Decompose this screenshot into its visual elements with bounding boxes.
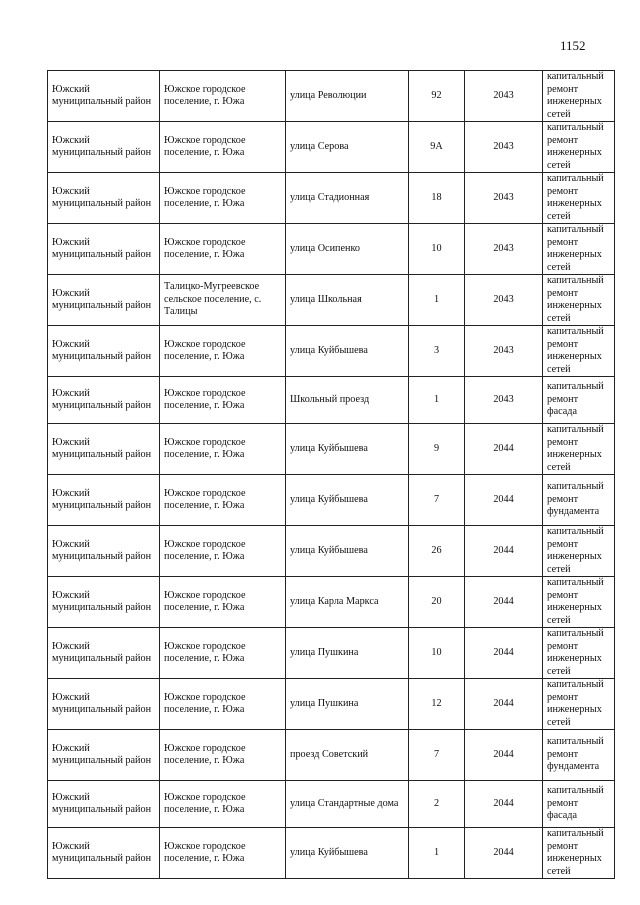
year-cell: 2043	[465, 224, 543, 275]
district-cell: Южский муниципальный район	[48, 224, 160, 275]
table-row	[48, 526, 615, 577]
year-cell: 2043	[465, 122, 543, 173]
house-number-cell: 9	[409, 424, 465, 475]
year-cell: 2044	[465, 679, 543, 730]
year-cell: 2044	[465, 828, 543, 879]
house-number-cell: 18	[409, 173, 465, 224]
year-cell: 2044	[465, 577, 543, 628]
house-number-cell: 2	[409, 781, 465, 828]
settlement-cell: Южское городское поселение, г. Южа	[160, 577, 286, 628]
street-cell: улица Куйбышева	[286, 526, 409, 577]
year-cell: 2044	[465, 475, 543, 526]
house-number-cell: 20	[409, 577, 465, 628]
work-type-cell: капитальный ремонт фундамента	[543, 475, 615, 526]
district-cell: Южский муниципальный район	[48, 577, 160, 628]
street-cell: Школьный проезд	[286, 377, 409, 424]
year-cell: 2043	[465, 173, 543, 224]
table-row	[48, 730, 615, 781]
work-type-cell: капитальный ремонт инженерных сетей	[543, 526, 615, 577]
table-row	[48, 679, 615, 730]
table-row	[48, 122, 615, 173]
settlement-cell: Южское городское поселение, г. Южа	[160, 71, 286, 122]
district-cell: Южский муниципальный район	[48, 628, 160, 679]
street-cell: проезд Советский	[286, 730, 409, 781]
year-cell: 2043	[465, 326, 543, 377]
street-cell: улица Пушкина	[286, 628, 409, 679]
table-row	[48, 628, 615, 679]
street-cell: улица Стадионная	[286, 173, 409, 224]
settlement-cell: Южское городское поселение, г. Южа	[160, 122, 286, 173]
work-type-cell: капитальный ремонт инженерных сетей	[543, 828, 615, 879]
settlement-cell: Южское городское поселение, г. Южа	[160, 377, 286, 424]
work-type-cell: капитальный ремонт инженерных сетей	[543, 275, 615, 326]
street-cell: улица Школьная	[286, 275, 409, 326]
street-cell: улица Куйбышева	[286, 828, 409, 879]
work-type-cell: капитальный ремонт инженерных сетей	[543, 577, 615, 628]
settlement-cell: Южское городское поселение, г. Южа	[160, 781, 286, 828]
year-cell: 2043	[465, 71, 543, 122]
house-number-cell: 1	[409, 828, 465, 879]
street-cell: улица Стандартные дома	[286, 781, 409, 828]
house-number-cell: 1	[409, 377, 465, 424]
settlement-cell: Южское городское поселение, г. Южа	[160, 475, 286, 526]
house-number-cell: 10	[409, 628, 465, 679]
registry-table	[47, 70, 615, 879]
work-type-cell: капитальный ремонт инженерных сетей	[543, 326, 615, 377]
district-cell: Южский муниципальный район	[48, 781, 160, 828]
district-cell: Южский муниципальный район	[48, 71, 160, 122]
district-cell: Южский муниципальный район	[48, 730, 160, 781]
house-number-cell: 1	[409, 275, 465, 326]
settlement-cell: Южское городское поселение, г. Южа	[160, 526, 286, 577]
year-cell: 2044	[465, 781, 543, 828]
house-number-cell: 9А	[409, 122, 465, 173]
year-cell: 2043	[465, 377, 543, 424]
work-type-cell: капитальный ремонт инженерных сетей	[543, 71, 615, 122]
work-type-cell: капитальный ремонт инженерных сетей	[543, 173, 615, 224]
page-number: 1152	[560, 38, 586, 53]
district-cell: Южский муниципальный район	[48, 475, 160, 526]
street-cell: улица Куйбышева	[286, 424, 409, 475]
district-cell: Южский муниципальный район	[48, 424, 160, 475]
settlement-cell: Южское городское поселение, г. Южа	[160, 828, 286, 879]
street-cell: улица Революции	[286, 71, 409, 122]
district-cell: Южский муниципальный район	[48, 377, 160, 424]
settlement-cell: Южское городское поселение, г. Южа	[160, 679, 286, 730]
work-type-cell: капитальный ремонт фундамента	[543, 730, 615, 781]
work-type-cell: капитальный ремонт инженерных сетей	[543, 679, 615, 730]
settlement-cell: Южское городское поселение, г. Южа	[160, 424, 286, 475]
year-cell: 2044	[465, 526, 543, 577]
house-number-cell: 10	[409, 224, 465, 275]
settlement-cell: Южское городское поселение, г. Южа	[160, 173, 286, 224]
district-cell: Южский муниципальный район	[48, 173, 160, 224]
table-row	[48, 577, 615, 628]
table-row	[48, 224, 615, 275]
house-number-cell: 92	[409, 71, 465, 122]
street-cell: улица Пушкина	[286, 679, 409, 730]
house-number-cell: 3	[409, 326, 465, 377]
settlement-cell: Южское городское поселение, г. Южа	[160, 730, 286, 781]
house-number-cell: 7	[409, 475, 465, 526]
table-row	[48, 475, 615, 526]
table-row	[48, 275, 615, 326]
year-cell: 2043	[465, 275, 543, 326]
district-cell: Южский муниципальный район	[48, 679, 160, 730]
table-row	[48, 377, 615, 424]
table-row	[48, 326, 615, 377]
registry-table-body	[48, 71, 615, 879]
district-cell: Южский муниципальный район	[48, 828, 160, 879]
district-cell: Южский муниципальный район	[48, 275, 160, 326]
house-number-cell: 26	[409, 526, 465, 577]
work-type-cell: капитальный ремонт инженерных сетей	[543, 424, 615, 475]
street-cell: улица Карла Маркса	[286, 577, 409, 628]
work-type-cell: капитальный ремонт инженерных сетей	[543, 122, 615, 173]
work-type-cell: капитальный ремонт фасада	[543, 377, 615, 424]
year-cell: 2044	[465, 730, 543, 781]
year-cell: 2044	[465, 628, 543, 679]
work-type-cell: капитальный ремонт фасада	[543, 781, 615, 828]
table-row	[48, 173, 615, 224]
street-cell: улица Куйбышева	[286, 475, 409, 526]
work-type-cell: капитальный ремонт инженерных сетей	[543, 628, 615, 679]
house-number-cell: 12	[409, 679, 465, 730]
house-number-cell: 7	[409, 730, 465, 781]
street-cell: улица Куйбышева	[286, 326, 409, 377]
district-cell: Южский муниципальный район	[48, 122, 160, 173]
work-type-cell: капитальный ремонт инженерных сетей	[543, 224, 615, 275]
table-row	[48, 424, 615, 475]
street-cell: улица Осипенко	[286, 224, 409, 275]
settlement-cell: Южское городское поселение, г. Южа	[160, 628, 286, 679]
table-row	[48, 71, 615, 122]
settlement-cell: Южское городское поселение, г. Южа	[160, 326, 286, 377]
street-cell: улица Серова	[286, 122, 409, 173]
year-cell: 2044	[465, 424, 543, 475]
table-row	[48, 781, 615, 828]
table-row	[48, 828, 615, 879]
district-cell: Южский муниципальный район	[48, 526, 160, 577]
settlement-cell: Талицко-Мугреевское сельское поселение, с. Талицы	[160, 275, 286, 326]
settlement-cell: Южское городское поселение, г. Южа	[160, 224, 286, 275]
district-cell: Южский муниципальный район	[48, 326, 160, 377]
